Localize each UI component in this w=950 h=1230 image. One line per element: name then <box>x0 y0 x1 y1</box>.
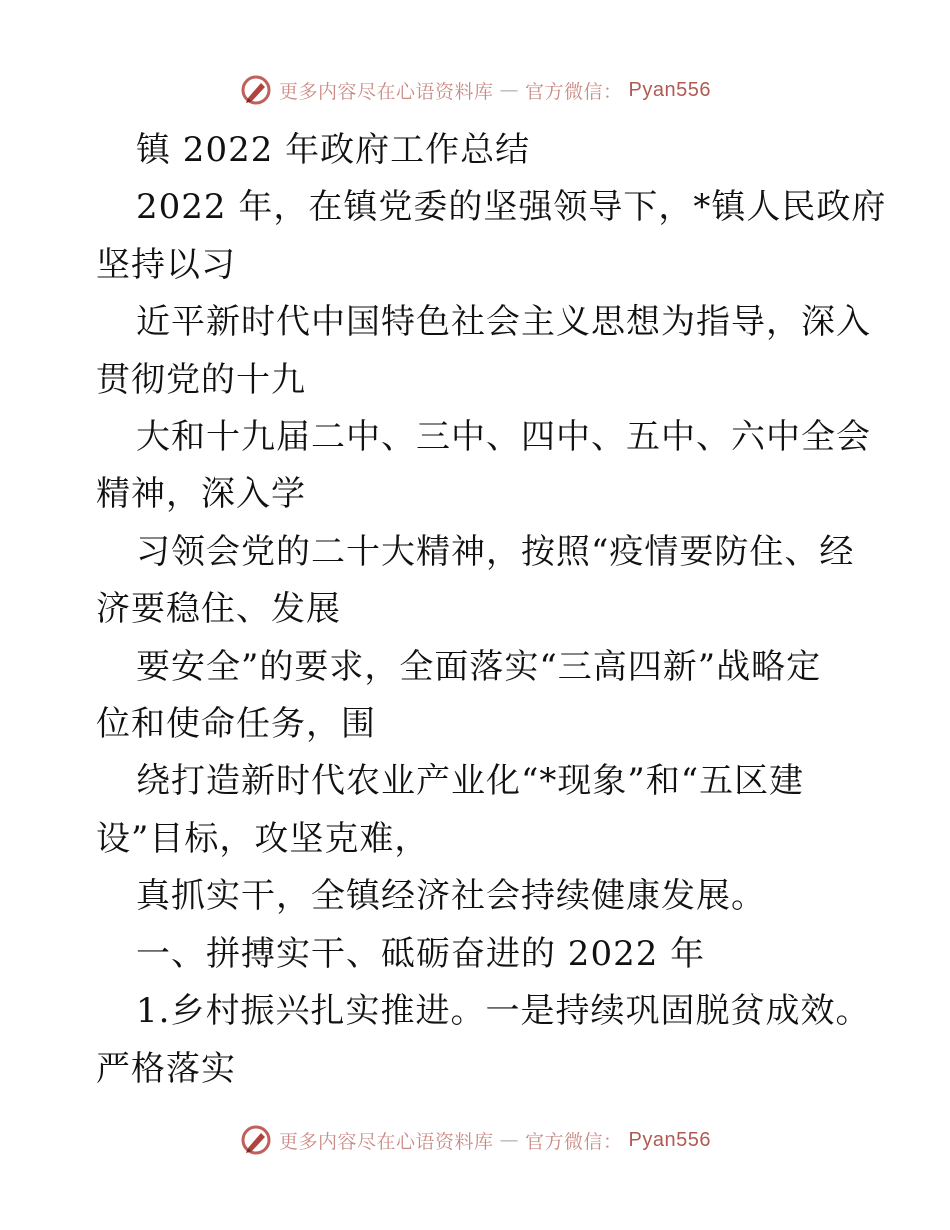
paragraph-line: 严格落实 <box>96 1048 236 1089</box>
paragraph-line: 2022 年，在镇党委的坚强领导下，*镇人民政府 <box>136 187 887 228</box>
pen-logo-icon <box>239 1123 273 1157</box>
paragraph-line: 坚持以习 <box>96 244 236 285</box>
document-title: 镇 2022 年政府工作总结 <box>136 130 531 170</box>
paragraph-line: 大和十九届二中、三中、四中、五中、六中全会 <box>136 417 871 458</box>
watermark-wechat-id: Pyan556 <box>628 1128 711 1151</box>
paragraph-line: 精神，深入学 <box>96 474 306 515</box>
watermark-wechat-label: 官方微信： <box>525 80 623 103</box>
paragraph-line: 要安全”的要求，全面落实“三高四新”战略定 <box>136 646 822 687</box>
paragraph-line: 近平新时代中国特色社会主义思想为指导，深入 <box>136 302 871 343</box>
document-body <box>96 122 887 1098</box>
watermark-footer <box>0 1120 950 1160</box>
watermark-wechat-id: Pyan556 <box>628 78 711 101</box>
watermark-text: 更多内容尽在心语资料库 <box>279 80 494 103</box>
paragraph-line: 真抓实干，全镇经济社会持续健康发展。 <box>136 876 766 917</box>
watermark-separator: — <box>499 1129 520 1151</box>
paragraph-line: 绕打造新时代农业产业化“*现象”和“五区建 <box>136 761 805 802</box>
section-heading: 一、拼搏实干、砥砺奋进的 2022 年 <box>136 933 706 974</box>
paragraph-line: 设”目标，攻坚克难， <box>96 818 430 859</box>
pen-logo-icon <box>239 73 273 107</box>
watermark-header <box>0 70 950 110</box>
paragraph-line: 贯彻党的十九 <box>96 359 306 400</box>
paragraph-line: 济要稳住、发展 <box>96 589 341 630</box>
paragraph-line: 习领会党的二十大精神，按照“疫情要防住、经 <box>136 531 855 572</box>
paragraph-line: 位和使命任务，围 <box>96 704 376 745</box>
paragraph-line: 1.乡村振兴扎实推进。一是持续巩固脱贫成效。 <box>136 991 871 1032</box>
watermark-separator: — <box>499 79 520 101</box>
watermark-wechat-label: 官方微信： <box>525 1130 623 1153</box>
watermark-text: 更多内容尽在心语资料库 <box>279 1130 494 1153</box>
